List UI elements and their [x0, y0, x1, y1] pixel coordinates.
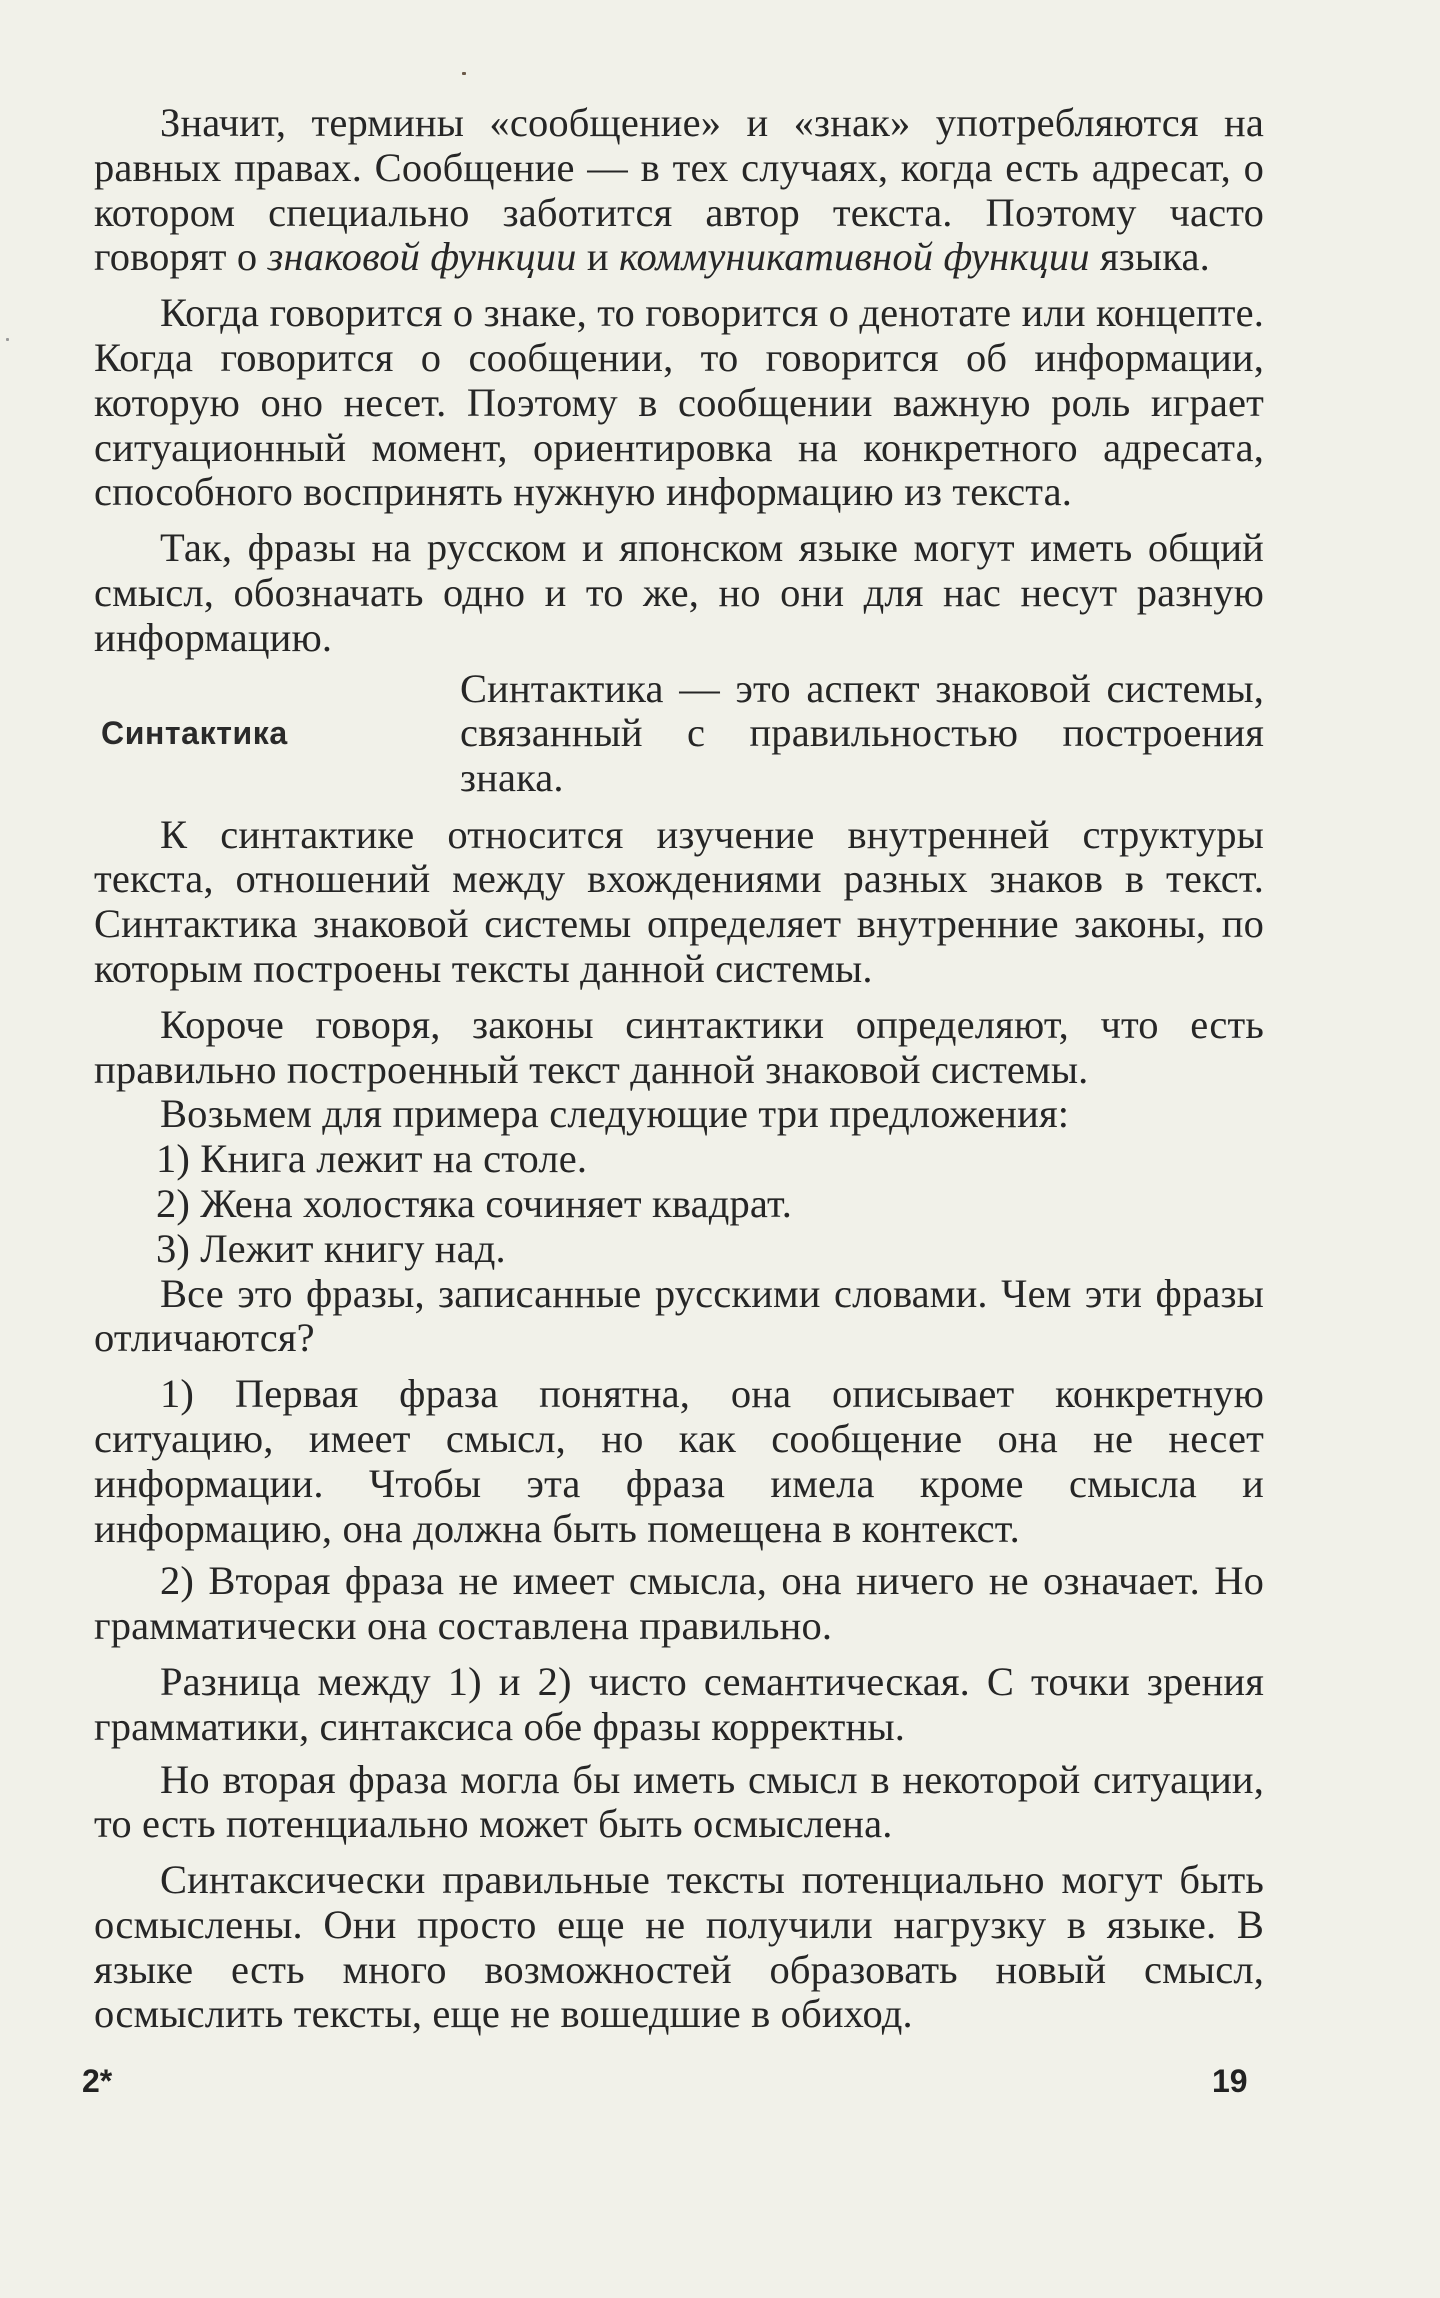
top-paragraphs — [94, 101, 1264, 661]
term-definition: Синтактика — это аспект знаковой системы, связанный с правильностью построения знака. — [460, 665, 1264, 801]
text-run: и — [576, 234, 619, 280]
text-run: Так, фразы на русском и японском языке могут иметь общий смысл, обозначать одно и то же, но они для нас несут разную информацию. — [94, 525, 1264, 660]
paragraph: Но вторая фраза могла бы иметь смысл в некоторой ситуации, то есть потенциально может быть осмыслена. — [94, 1756, 1264, 1847]
margin-term-block — [94, 667, 1264, 801]
paragraph: Синтаксически правильные тексты потенциально могут быть осмыслены. Они просто еще не получили нагрузку в языке. В языке есть много возможностей образовать новый смысл, осмыслить тексты, еще не вошедшие в обиход. — [94, 1857, 1264, 2037]
paragraph: 1) Первая фраза понятна, она описывает конкретную ситуацию, имеет смысл, но как сообщение она не несет информации. Чтобы эта фраза имела кроме смысла и информацию, она должна быть помещена в контекст. — [94, 1371, 1264, 1551]
margin-heading: Синтактика — [101, 714, 288, 751]
print-speck — [6, 338, 9, 341]
paragraph — [94, 526, 1264, 660]
page-number: 19 — [1212, 2063, 1248, 2099]
text-run: Значит, термины «сообщение» и «знак» употребляются на равных правах. Сообщение — в тех случаях, когда есть адресат, о котором специально заботится автор текста. Поэтому часто говорят о — [94, 100, 1264, 280]
print-speck — [462, 72, 466, 75]
page-body — [94, 101, 1264, 2037]
signature-mark: 2* — [82, 2063, 113, 2099]
paragraph — [94, 291, 1264, 515]
paragraph: Короче говоря, законы синтактики определяют, что есть правильно построенный текст данной знаковой системы. — [94, 1001, 1264, 1092]
paragraph — [94, 101, 1264, 280]
paragraph: Все это фразы, записанные русскими словами. Чем эти фразы отличаются? — [94, 1270, 1264, 1361]
example-item: 1) Книга лежит на столе. — [156, 1136, 588, 1182]
paragraph: 2) Вторая фраза не имеет смысла, она ничего не означает. Но грамматически она составлена правильно. — [94, 1558, 1264, 1649]
text-run: языка. — [1089, 234, 1210, 280]
paragraph: К синтактике относится изучение внутренней структуры текста, отношений между вхождениями разных знаков в текст. Синтактика знаковой системы определяет внутренние законы, по которым построены тексты данной системы. — [94, 811, 1264, 991]
example-item: 3) Лежит книгу над. — [156, 1225, 506, 1271]
paragraph: Возьмем для примера следующие три предложения: — [160, 1091, 1070, 1137]
paragraph: Разница между 1) и 2) чисто семантическая. С точки зрения грамматики, синтаксиса обе фразы корректны. — [94, 1658, 1264, 1749]
example-list — [94, 1137, 1264, 1271]
text-run: Когда говорится о знаке, то говорится о денотате или концепте. Когда говорится о сообщении, то говорится об информации, которую оно несет. Поэтому в сообщении важную роль играет ситуационный момент, ориентировка на конкретного адресата, способного воспринять нужную информацию из текста. — [94, 290, 1264, 515]
example-item: 2) Жена холостяка сочиняет квадрат. — [156, 1180, 793, 1226]
italic-term: знаковой функции — [267, 234, 577, 280]
italic-term: коммуникативной функции — [618, 234, 1090, 280]
